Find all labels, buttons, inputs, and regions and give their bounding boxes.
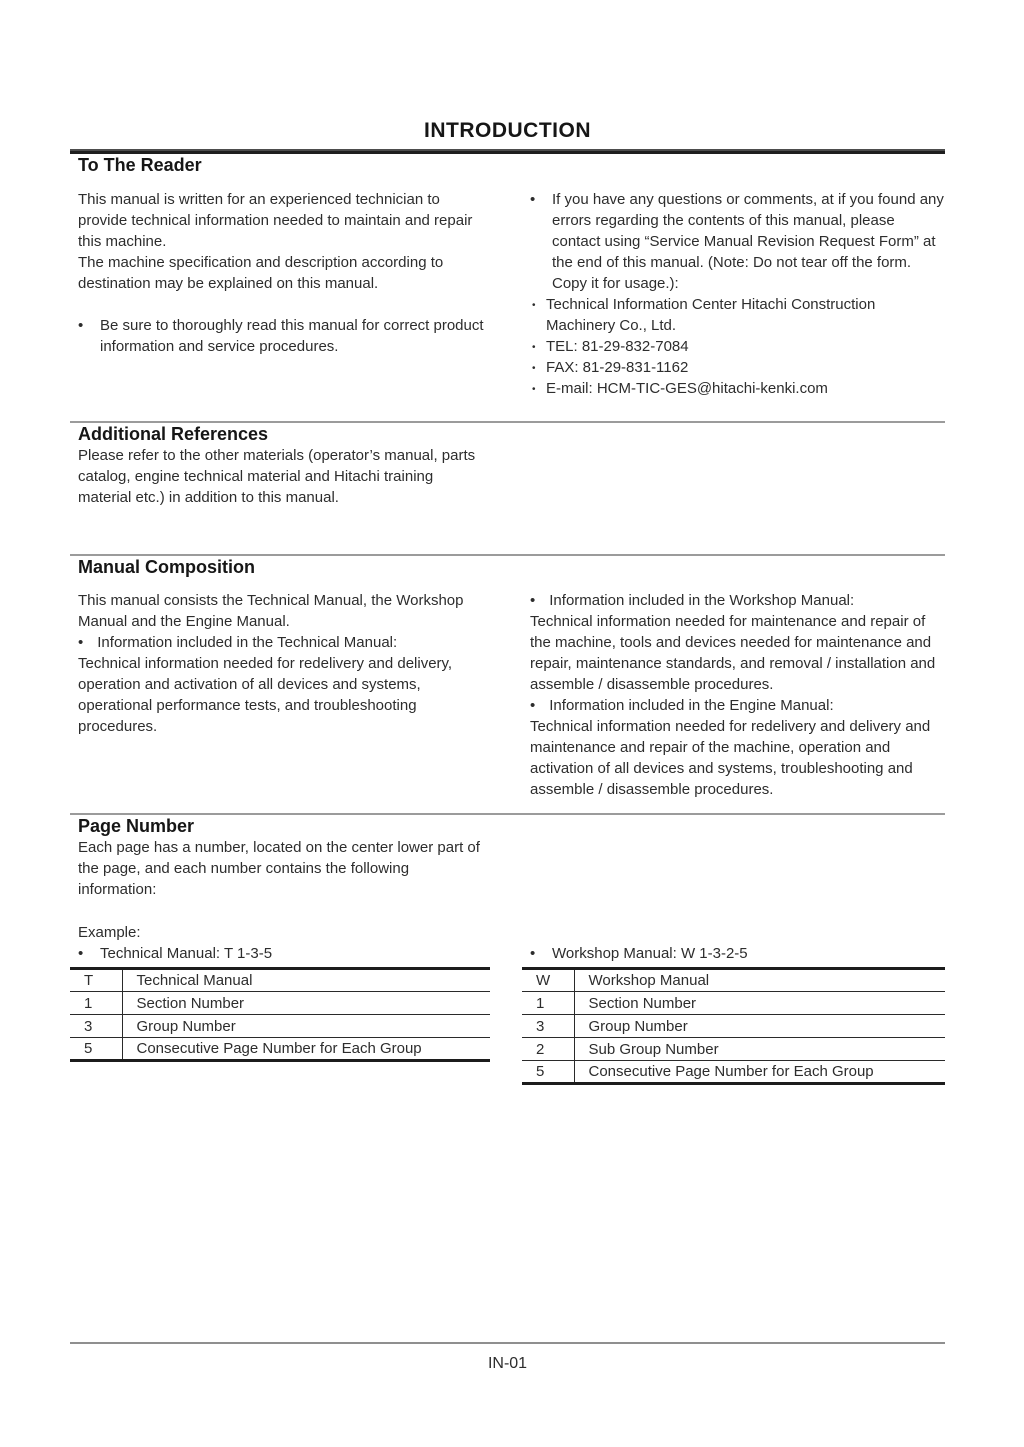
section-heading-manual-composition: Manual Composition — [78, 557, 255, 577]
bullet-icon — [78, 634, 97, 651]
bullet-icon — [530, 592, 549, 609]
list-item — [530, 378, 945, 399]
table-cell-code: 1 — [522, 992, 574, 1015]
to-the-reader-right-column — [530, 189, 945, 399]
table-cell-code: 3 — [522, 1015, 574, 1038]
technical-page-number-table — [70, 967, 490, 1062]
paragraph: Technical information needed for redelivery and delivery and maintenance and repair of the machine, operation and activation of all devices and systems, troubleshooting and assemble / disassemble procedures. — [530, 718, 931, 798]
table-row — [70, 1038, 490, 1061]
paragraph: Technical information needed for maintenance and repair of the machine, tools and devices needed for maintenance and repair, maintenance standards, and removal / installation and assemble / disassemble procedures. — [530, 613, 936, 693]
section-page-number — [70, 815, 945, 1085]
bullet-icon — [78, 943, 100, 964]
paragraph: Technical information needed for redelivery and delivery, operation and activation of all devices and systems, operational performance tests, and troubleshooting procedures. — [78, 655, 453, 735]
bullet-item — [78, 315, 490, 357]
paragraph: Each page has a number, located on the center lower part of the page, and each number contains the following information: — [78, 839, 480, 898]
bullet-item — [530, 695, 945, 716]
table-cell-code: 5 — [70, 1038, 122, 1061]
paragraph: This manual consists the Technical Manual, the Workshop Manual and the Engine Manual. — [78, 592, 464, 630]
paragraph: This manual is written for an experienced technician to provide technical information needed to maintain and repair this machine. — [78, 191, 473, 250]
bullet-icon — [530, 943, 552, 964]
list-item — [530, 357, 945, 378]
table-row — [70, 992, 490, 1015]
bullet-text: Information included in the Engine Manual: — [549, 697, 834, 714]
section-heading-page-number: Page Number — [78, 816, 195, 836]
bullet-icon — [530, 697, 549, 714]
table-cell-desc: Sub Group Number — [574, 1038, 945, 1061]
bullet-text: Information included in the Technical Manual: — [97, 634, 398, 651]
table-cell-code: T — [70, 969, 122, 992]
table-row — [522, 1015, 945, 1038]
page-number-left-column — [78, 922, 490, 1085]
section-heading-to-the-reader: To The Reader — [78, 155, 202, 175]
table-cell-desc: Workshop Manual — [574, 969, 945, 992]
bullet-item — [78, 943, 490, 964]
dot-icon — [530, 336, 546, 357]
table-row — [70, 1015, 490, 1038]
table-cell-code: W — [522, 969, 574, 992]
table-row — [522, 1061, 945, 1084]
bullet-text: If you have any questions or comments, at if you found any errors regarding the contents of this manual, please contact using “Service Manual Revision Request Form” at the end of this manual. (Note: Do not tear off the form. Copy it for usage.): — [552, 191, 944, 292]
bullet-icon — [78, 315, 100, 357]
bullet-icon — [530, 189, 552, 294]
workshop-page-number-table — [522, 967, 945, 1085]
section-additional-references — [70, 423, 945, 508]
list-item — [530, 336, 945, 357]
page-title: INTRODUCTION — [424, 119, 591, 142]
table-cell-desc: Group Number — [574, 1015, 945, 1038]
manual-composition-right-column — [530, 590, 945, 800]
table-cell-code: 3 — [70, 1015, 122, 1038]
section-manual-composition — [70, 556, 945, 800]
bullet-item — [78, 632, 490, 653]
table-cell-code: 1 — [70, 992, 122, 1015]
contact-center: Technical Information Center Hitachi Construction Machinery Co., Ltd. — [546, 296, 876, 334]
section-heading-additional-references: Additional References — [78, 424, 269, 444]
manual-composition-left-column — [78, 590, 490, 800]
contact-sublist — [530, 294, 945, 399]
contact-email: E-mail: HCM-TIC-GES@hitachi-kenki.com — [546, 380, 828, 397]
bullet-item — [530, 189, 945, 294]
table-row — [522, 969, 945, 992]
table-cell-desc: Section Number — [122, 992, 490, 1015]
bullet-item — [530, 943, 945, 964]
table-cell-desc: Consecutive Page Number for Each Group — [588, 1063, 874, 1080]
bullet-text: Be sure to thoroughly read this manual for correct product information and service procedures. — [100, 317, 484, 355]
table-row — [70, 969, 490, 992]
bullet-item — [530, 590, 945, 611]
table-cell-desc: Section Number — [574, 992, 945, 1015]
table-cell-code: 5 — [522, 1061, 574, 1084]
paragraph: The machine specification and description according to destination may be explained on this manual. — [78, 254, 444, 292]
section-to-the-reader — [70, 154, 945, 399]
table-cell-desc: Consecutive Page Number for Each Group — [136, 1040, 422, 1057]
to-the-reader-left-column — [78, 189, 490, 399]
list-item — [530, 294, 945, 336]
bullet-text: Information included in the Workshop Manual: — [549, 592, 855, 609]
dot-icon — [530, 357, 546, 378]
page-footer — [70, 1342, 945, 1374]
page-number-right-column — [530, 922, 945, 1085]
dot-icon — [530, 378, 546, 399]
table-cell-code: 2 — [522, 1038, 574, 1061]
page-footer-number: IN-01 — [487, 1355, 528, 1372]
contact-tel: TEL: 81-29-832-7084 — [546, 338, 689, 355]
paragraph: Please refer to the other materials (operator’s manual, parts catalog, engine technical material and Hitachi training material etc.) in addition to this manual. — [78, 447, 476, 506]
dot-icon — [530, 294, 546, 336]
bullet-text: Workshop Manual: W 1-3-2-5 — [552, 945, 748, 962]
bullet-text: Technical Manual: T 1-3-5 — [100, 945, 273, 962]
example-label: Example: — [78, 924, 141, 941]
table-row — [522, 992, 945, 1015]
table-row — [522, 1038, 945, 1061]
table-cell-desc: Technical Manual — [122, 969, 490, 992]
contact-fax: FAX: 81-29-831-1162 — [546, 359, 689, 376]
table-cell-desc: Group Number — [122, 1015, 490, 1038]
